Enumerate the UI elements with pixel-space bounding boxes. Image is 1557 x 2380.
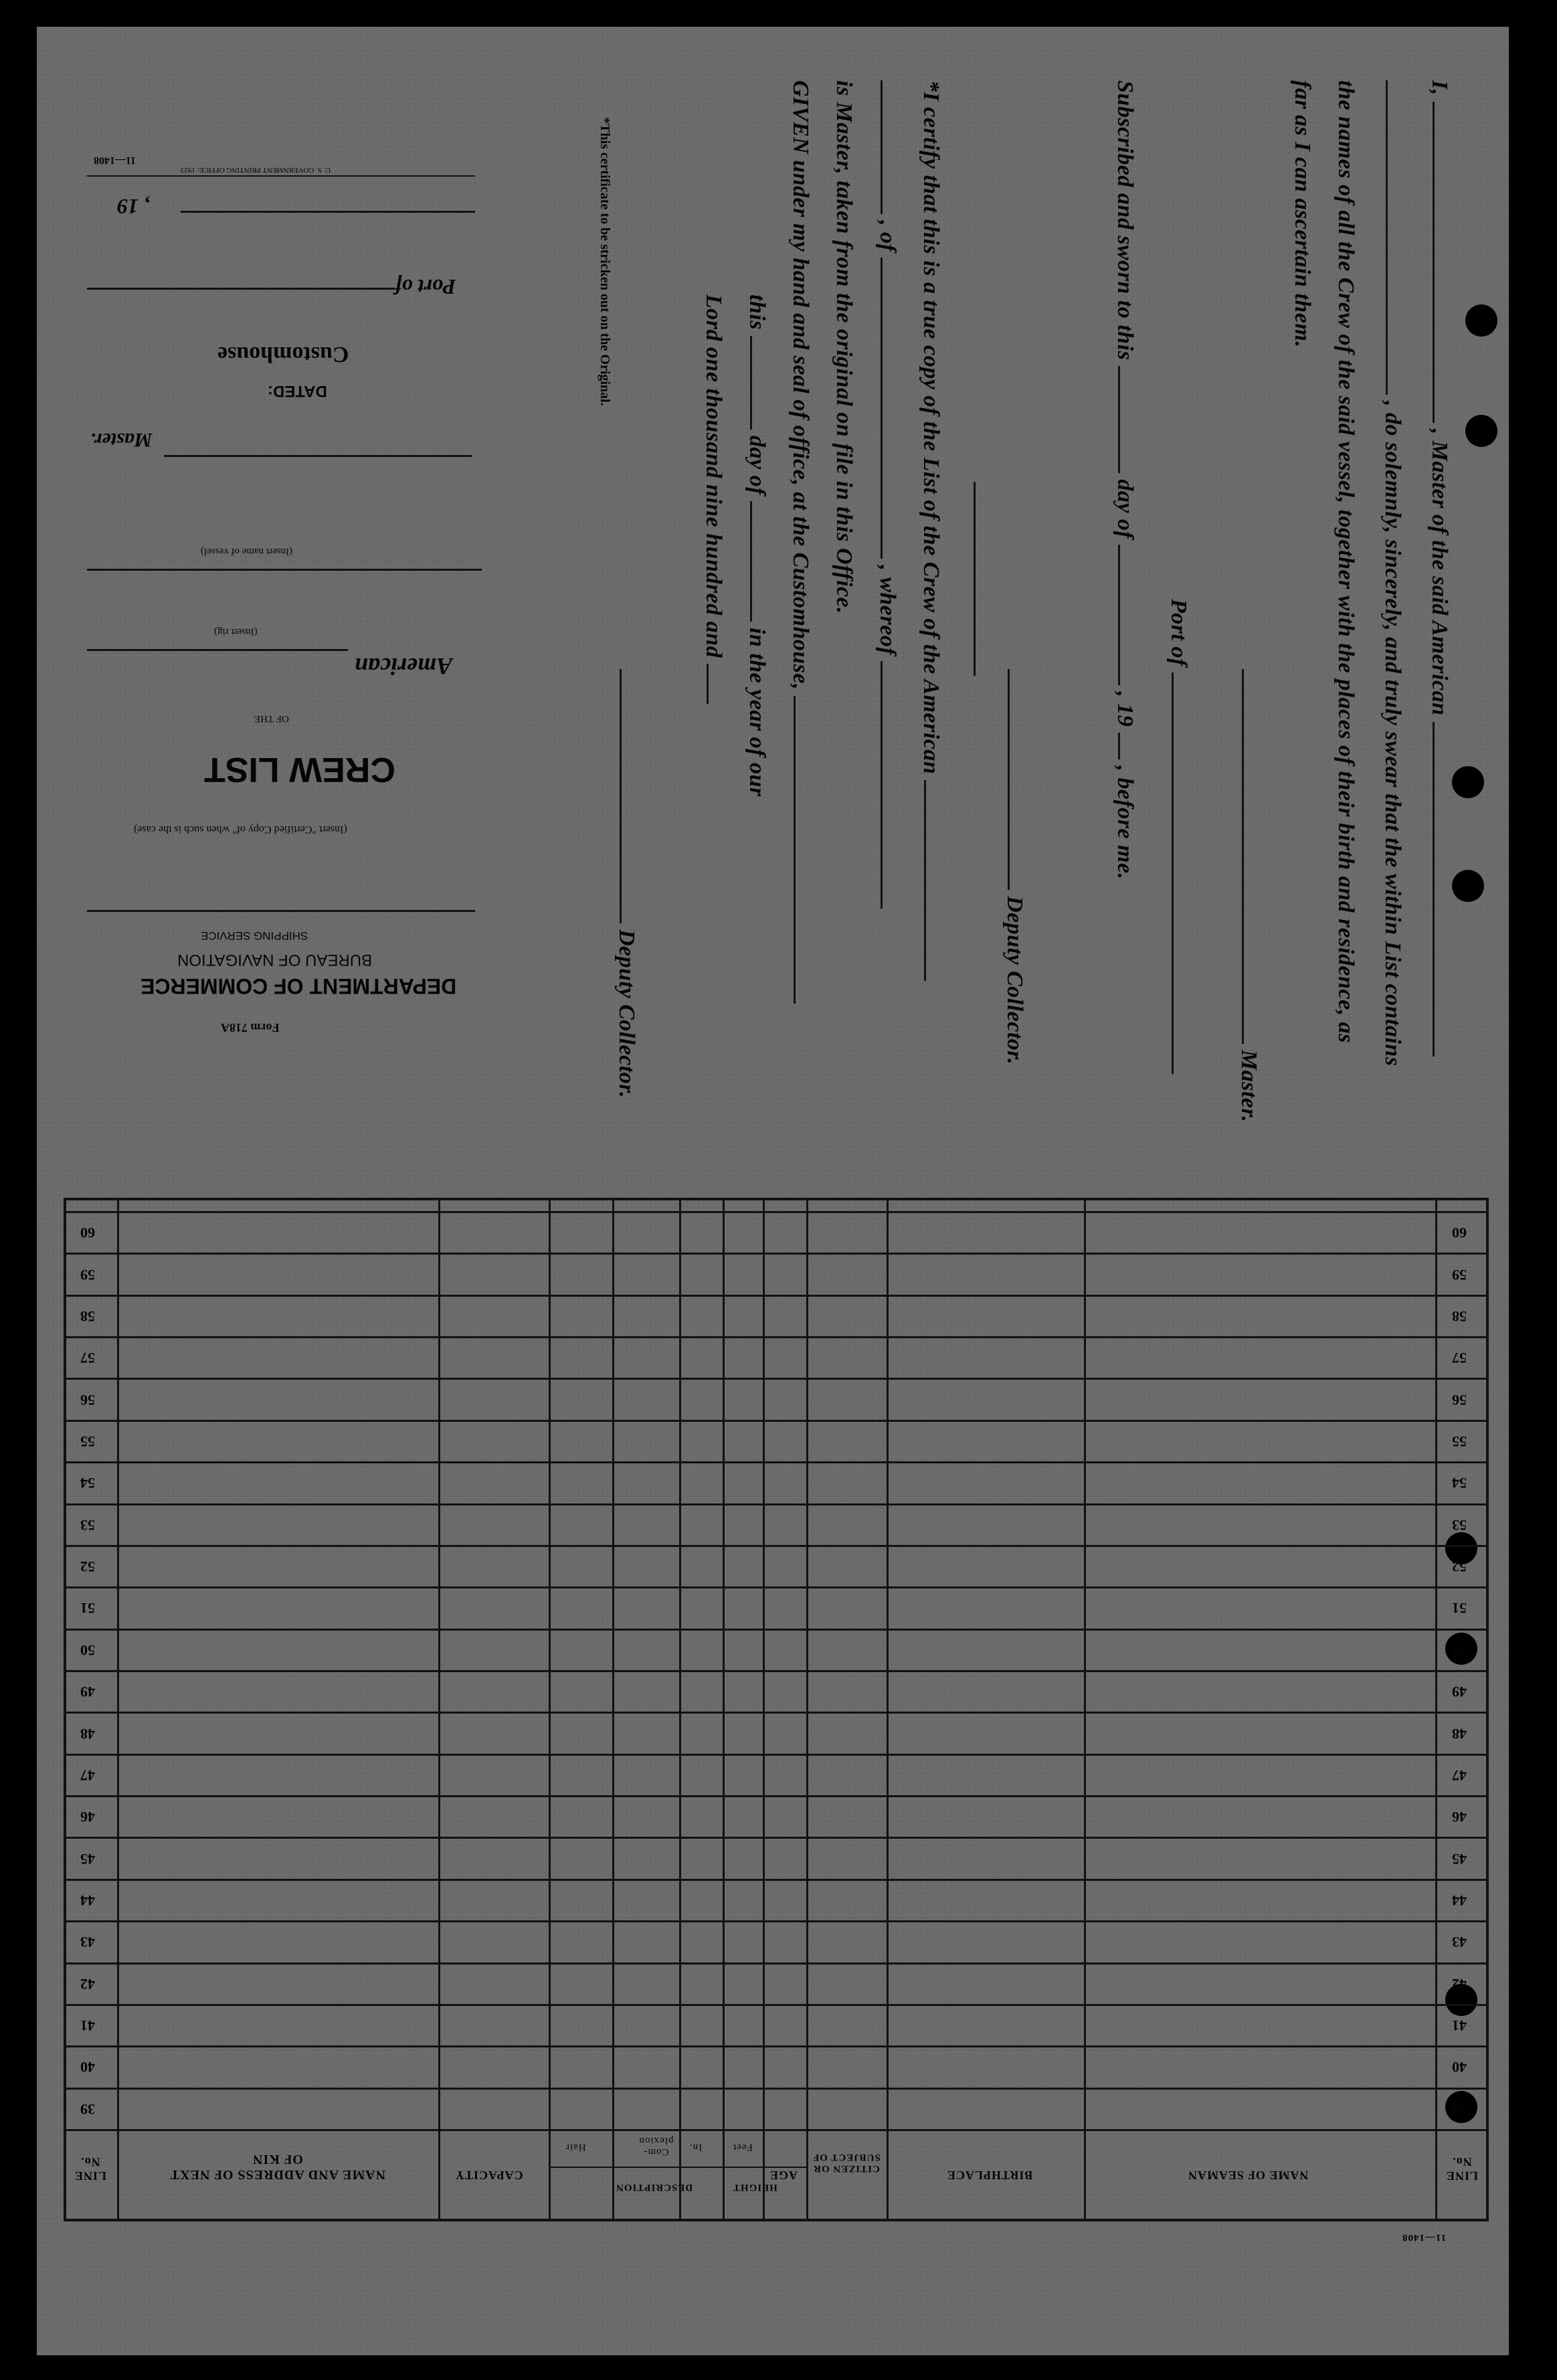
- row-line: [64, 1461, 1489, 1463]
- code-underline: [87, 175, 475, 177]
- table-frame-left: [64, 1198, 66, 2221]
- row-line: [64, 1420, 1489, 1422]
- col-sep: [117, 1198, 119, 2221]
- line-number-left: 39: [1452, 2101, 1467, 2118]
- row-line: [64, 1962, 1489, 1964]
- form-number: Form 718A: [221, 1021, 280, 1034]
- certify-line: *I certify that this is a true copy of the List of the Crew of the American: [918, 80, 943, 981]
- row-line: [64, 1795, 1489, 1797]
- master-blank: [164, 455, 472, 457]
- line-number-right: 54: [80, 1475, 95, 1491]
- line-number-left: 48: [1452, 1726, 1467, 1742]
- row-line: [64, 1670, 1489, 1672]
- line-number-left: 53: [1452, 1517, 1467, 1534]
- header-name-of-seaman: NAME OF SEAMAN: [1188, 2169, 1309, 2182]
- line-number-right: 51: [80, 1600, 95, 1617]
- line-number-left: 45: [1452, 1851, 1467, 1867]
- row-line: [64, 1837, 1489, 1839]
- line-number-right: 52: [80, 1558, 95, 1575]
- line-number-right: 41: [80, 2017, 95, 2034]
- vessel-blank: [87, 569, 482, 571]
- col-sep: [763, 1198, 765, 2221]
- form-code-bottom: 11—1408: [1402, 2232, 1447, 2243]
- punch-hole: [1465, 304, 1497, 337]
- line-number-left: 44: [1452, 1892, 1467, 1909]
- header-line-no-right: LINE No.: [74, 2155, 107, 2183]
- row-line: [64, 1253, 1489, 1255]
- row-line: [64, 1503, 1489, 1505]
- header-line-no-left: LINE No.: [1446, 2155, 1479, 2183]
- line-number-right: 42: [80, 1976, 95, 1993]
- punch-hole: [1452, 870, 1484, 902]
- line-number-right: 46: [80, 1809, 95, 1825]
- line-number-left: 50: [1452, 1642, 1467, 1659]
- line-number-left: 40: [1452, 2059, 1467, 2076]
- line-number-left: 60: [1452, 1224, 1467, 1241]
- master-signature-line: Master.: [1236, 669, 1261, 1122]
- american-label: American: [355, 653, 453, 680]
- row-line: [64, 1336, 1489, 1338]
- deputy-collector-line-1: Deputy Collector.: [1002, 669, 1027, 1065]
- line-number-left: 47: [1452, 1767, 1467, 1784]
- line-number-left: 49: [1452, 1683, 1467, 1700]
- row-line: [64, 1920, 1489, 1922]
- line-number-right: 60: [80, 1224, 95, 1241]
- line-number-left: 43: [1452, 1934, 1467, 1950]
- line-number-right: 50: [80, 1642, 95, 1659]
- line-number-left: 56: [1452, 1392, 1467, 1408]
- subscribed-line: Subscribed and sworn to this day of , 19 , before me.: [1113, 80, 1137, 880]
- row-line: [64, 1586, 1489, 1588]
- row-line: [64, 2088, 1489, 2090]
- col-sep: [1435, 1198, 1437, 2221]
- line-number-right: 56: [80, 1392, 95, 1408]
- header-inches: In.: [689, 2142, 703, 2153]
- crew-table: [64, 1198, 1489, 2243]
- service-name: SHIPPING SERVICE: [201, 929, 308, 942]
- line-number-right: 43: [80, 1934, 95, 1950]
- line-number-left: 51: [1452, 1600, 1467, 1617]
- is-master-line: is Master, taken from the original on file in this Office.: [832, 80, 856, 614]
- printing-office: U. S. GOVERNMENT PRINTING OFFICE: 1923: [181, 166, 331, 174]
- col-sep: [723, 1198, 725, 2221]
- line-number-left: 42: [1452, 1976, 1467, 1993]
- line-number-right: 53: [80, 1517, 95, 1534]
- insert-rig-note: (Insert rig): [214, 626, 258, 637]
- col-sep: [1084, 1198, 1086, 2221]
- line-number-right: 48: [80, 1726, 95, 1742]
- header-birthplace: BIRTHPLACE: [947, 2169, 1033, 2182]
- header-complexion: Com- plexion: [638, 2135, 674, 2157]
- header-height: HEIGHT: [733, 2182, 777, 2193]
- line-number-left: 58: [1452, 1308, 1467, 1325]
- year-blank: [181, 211, 475, 213]
- row-line: [64, 2045, 1489, 2047]
- line-number-left: 46: [1452, 1809, 1467, 1825]
- this-day-line: this day of in the year of our: [745, 294, 769, 797]
- line-number-right: 59: [80, 1267, 95, 1283]
- year-label: , 19: [117, 195, 149, 219]
- line-number-left: 54: [1452, 1475, 1467, 1491]
- certified-note: (Insert "Certified Copy of" when such is the case): [134, 824, 347, 835]
- col-sep: [887, 1198, 889, 2221]
- form-code-top: 11—1408: [94, 155, 136, 166]
- line-number-left: 55: [1452, 1433, 1467, 1450]
- header-separator: [64, 2129, 1489, 2131]
- line-number-left: 57: [1452, 1350, 1467, 1366]
- table-frame-bottom: [64, 2219, 1489, 2221]
- row-line: [64, 1378, 1489, 1380]
- line-number-left: 41: [1452, 2017, 1467, 2034]
- header-age: AGE: [769, 2169, 798, 2182]
- bureau-name: BUREAU OF NAVIGATION: [177, 951, 373, 969]
- oath-line-4: far as I can ascertain them.: [1290, 80, 1315, 348]
- header-feet-label: Feet: [733, 2142, 753, 2153]
- of-whereof-line: , of , whereof: [875, 80, 900, 909]
- header-description: DESCRIPTION: [616, 2182, 693, 2193]
- given-line: GIVEN under my hand and seal of office, at the Customhouse,: [788, 80, 813, 1004]
- row-line: [64, 2004, 1489, 2006]
- punch-hole: [1452, 766, 1484, 798]
- col-sep: [679, 1198, 681, 2221]
- line-number-right: 47: [80, 1767, 95, 1784]
- oath-line-2: , do solemnly, sincerely, and truly swear that the within List contains: [1380, 80, 1405, 1067]
- col-sep: [806, 1198, 808, 2221]
- dated-label: DATED:: [268, 382, 327, 400]
- line-number-right: 39: [80, 2101, 95, 2118]
- row-line: [64, 1712, 1489, 1714]
- certificate-footnote: *This certificate to be stricken out on the Original.: [598, 117, 612, 406]
- crew-list-title: CREW LIST: [204, 750, 395, 789]
- of-the-label: OF THE: [254, 713, 289, 724]
- line-number-left: 59: [1452, 1267, 1467, 1283]
- col-sep: [549, 1198, 551, 2221]
- divider-line: [974, 482, 976, 676]
- lord-line: Lord one thousand nine hundred and: [701, 294, 726, 704]
- table-frame-top: [64, 1198, 1489, 1200]
- header-hair: Hair: [565, 2142, 586, 2153]
- header-capacity: CAPACITY: [455, 2169, 523, 2182]
- header-citizen: CITIZEN OR SUBJECT OF: [812, 2152, 881, 2174]
- row-line: [64, 1629, 1489, 1631]
- certified-blank: [87, 910, 475, 912]
- line-number-right: 58: [80, 1308, 95, 1325]
- line-number-right: 40: [80, 2059, 95, 2076]
- row-line: [64, 1295, 1489, 1297]
- row-line: [64, 1754, 1489, 1756]
- line-number-right: 49: [80, 1683, 95, 1700]
- oath-line-3: the names of all the Crew of the said vessel, together with the places of their birth and residence, as: [1334, 80, 1358, 1043]
- customhouse-label: Customhouse: [217, 342, 349, 367]
- insert-vessel-note: (Insert name of vessel): [201, 546, 293, 557]
- port-blank: [87, 288, 395, 290]
- line-number-right: 55: [80, 1433, 95, 1450]
- col-sep: [612, 1198, 614, 2221]
- master-label: Master.: [90, 429, 153, 451]
- rig-blank: [87, 649, 348, 651]
- line-number-right: 44: [80, 1892, 95, 1909]
- line-number-right: 45: [80, 1851, 95, 1867]
- row-line: [64, 1211, 1489, 1213]
- deputy-collector-line-2: Deputy Collector.: [614, 669, 639, 1098]
- row-line: [64, 1879, 1489, 1881]
- oath-line-1: I, , Master of the said American: [1427, 80, 1452, 1057]
- subheader-line: [549, 2167, 749, 2168]
- line-number-left: 52: [1452, 1558, 1467, 1575]
- table-frame-right: [1486, 1198, 1489, 2221]
- header-next-of-kin: NAME AND ADDRESS OF NEXT OF KIN: [169, 2152, 386, 2182]
- port-of-label: Port of: [395, 275, 456, 299]
- port-of-line: Port of: [1166, 599, 1191, 1074]
- department-name: DEPARTMENT OF COMMERCE: [141, 974, 457, 998]
- line-number-right: 57: [80, 1350, 95, 1366]
- row-line: [64, 1545, 1489, 1547]
- col-sep: [438, 1198, 440, 2221]
- punch-hole: [1465, 415, 1497, 447]
